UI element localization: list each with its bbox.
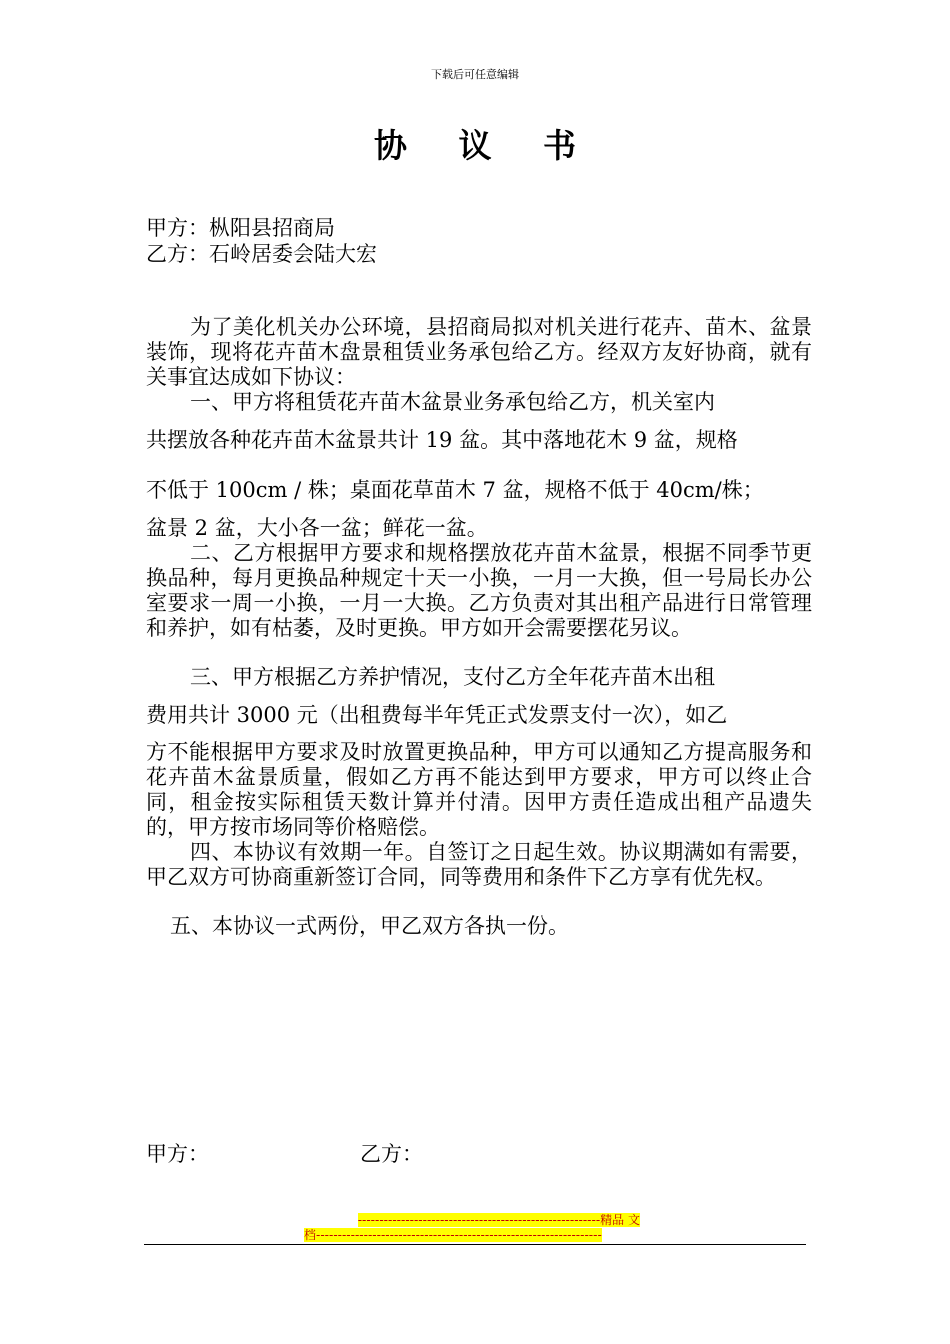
signature-party-b: 乙方：	[360, 1142, 423, 1166]
clause-3-line-1: 三、甲方根据乙方养护情况，支付乙方全年花卉苗木出租	[190, 665, 715, 689]
footer-watermark-line-1	[304, 1213, 640, 1227]
clause-3-line-2: 费用共计 3000 元（出租费每半年凭正式发票支付一次），如乙	[146, 703, 728, 727]
footer-watermark-line-2	[304, 1228, 664, 1242]
party-b-line: 乙方：石岭居委会陆大宏	[146, 242, 377, 266]
footer-divider	[144, 1244, 806, 1245]
clause-1-line-4: 盆景 2 盆，大小各一盆；鲜花一盆。	[146, 516, 488, 540]
clause-1-line-2: 共摆放各种花卉苗木盆景共计 19 盆。其中落地花木 9 盆，规格	[146, 428, 738, 452]
clause-4-paragraph: 四、本协议有效期一年。自签订之日起生效。协议期满如有需要，甲乙双方可协商重新签订合同，同等费用和条件下乙方享有优先权。	[146, 840, 812, 889]
clause-1-line-3: 不低于 100cm / 株；桌面花草苗木 7 盆，规格不低于 40cm/株；	[146, 478, 764, 502]
footer-watermark-text-2: 档------------------------------------------------------------------	[304, 1228, 602, 1242]
footer-watermark-text-1: --------------------------------------------------------精品 文	[357, 1213, 640, 1227]
party-a-line: 甲方：枞阳县招商局	[146, 216, 335, 240]
clause-3-paragraph-rest: 方不能根据甲方要求及时放置更换品种，甲方可以通知乙方提高服务和花卉苗木盆景质量，假如乙方再不能达到甲方要求，甲方可以终止合同，租金按实际租赁天数计算并付清。因甲方责任造成出租产品遗失的，甲方按市场同等价格赔偿。	[146, 740, 812, 839]
signature-party-a: 甲方：	[146, 1142, 209, 1166]
document-title: 协 议 书	[374, 126, 596, 165]
clause-2-paragraph: 二、乙方根据甲方要求和规格摆放花卉苗木盆景，根据不同季节更换品种，每月更换品种规定十天一小换，一月一大换，但一号局长办公室要求一周一小换，一月一大换。乙方负责对其出租产品进行日常管理和养护，如有枯萎，及时更换。甲方如开会需要摆花另议。	[146, 541, 812, 640]
intro-paragraph: 为了美化机关办公环境，县招商局拟对机关进行花卉、苗木、盆景装饰，现将花卉苗木盘景租赁业务承包给乙方。经双方友好协商，就有关事宜达成如下协议：	[146, 315, 812, 389]
clause-5-paragraph: 五、本协议一式两份，甲乙双方各执一份。	[170, 914, 569, 938]
clause-1-line-1: 一、甲方将租赁花卉苗木盆景业务承包给乙方，机关室内	[190, 390, 715, 414]
header-note: 下载后可任意编辑	[431, 68, 519, 81]
